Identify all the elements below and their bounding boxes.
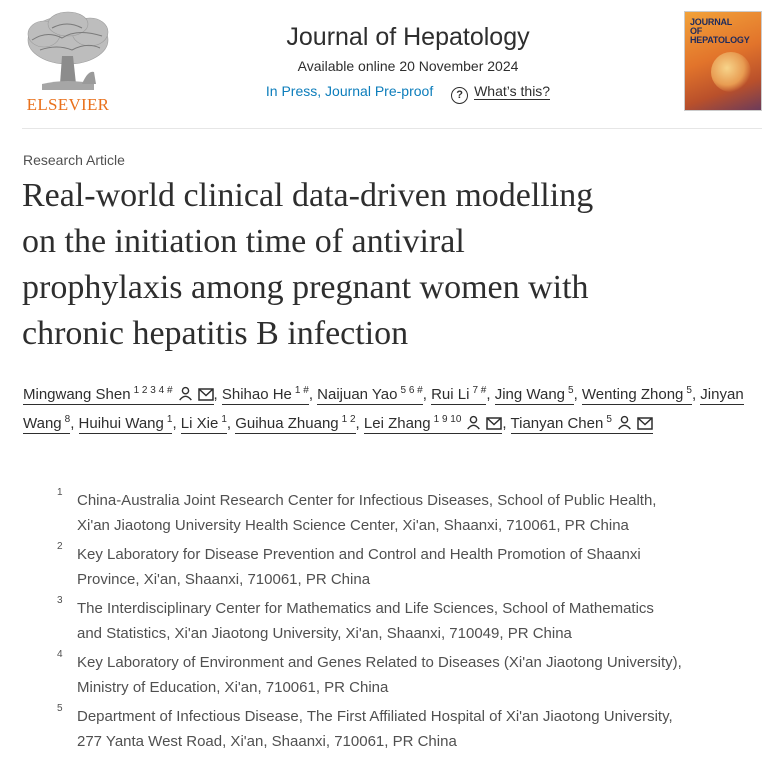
author-link[interactable] [511, 415, 653, 434]
affiliation-item [50, 650, 765, 700]
journal-header [140, 22, 676, 104]
author-affiliation-refs: 5 6 # [400, 385, 423, 396]
affiliation-item [50, 542, 765, 592]
title-line: prophylaxis among pregnant women with [22, 269, 589, 306]
author-affiliation-refs: 1 [221, 414, 227, 425]
author-affiliation-refs: 1 [166, 414, 173, 425]
title-line: on the initiation time of antiviral [22, 223, 465, 260]
author-name: Wenting Zhong [581, 386, 684, 403]
affiliation-number: 5 [57, 703, 63, 714]
author-separator: , [70, 415, 79, 432]
affiliation-number: 1 [57, 487, 63, 498]
help-question-icon: ? [451, 87, 468, 104]
author-name: Mingwang Shen [23, 386, 131, 403]
affiliation-text [77, 542, 765, 592]
header-divider [22, 128, 762, 129]
author-affiliation-refs: 1 2 3 4 # [133, 385, 173, 396]
author-name: Jing Wang [494, 386, 566, 403]
author-link[interactable] [431, 386, 486, 405]
author-separator: , [308, 386, 318, 403]
journal-title[interactable]: Journal of Hepatology [286, 23, 530, 51]
author-name: Guihua Zhuang [235, 415, 339, 432]
author-affiliation-refs: 1 9 10 [433, 414, 462, 425]
person-icon[interactable] [617, 412, 632, 439]
author-link[interactable] [79, 415, 173, 434]
author-separator: , [486, 386, 495, 403]
article-title [22, 173, 757, 357]
author-affiliation-refs: 8 [64, 414, 71, 425]
author-link[interactable] [181, 415, 227, 434]
author-affiliation-refs: 7 # [472, 385, 487, 396]
affiliation-item [50, 704, 765, 754]
elsevier-tree-icon [22, 10, 114, 94]
affiliation-line: Key Laboratory of Environment and Genes Related to Diseases (Xi'an Jiaotong University), [77, 654, 682, 671]
title-line: chronic hepatitis B infection [22, 315, 409, 352]
author-separator: , [573, 386, 582, 403]
publisher-name: ELSEVIER [26, 95, 110, 114]
affiliation-line: Department of Infectious Disease, The First Affiliated Hospital of Xi'an Jiaotong University, [77, 708, 673, 725]
author-separator: , [691, 386, 701, 403]
affiliation-text [77, 704, 765, 754]
affiliation-text [77, 650, 765, 700]
author-affiliation-refs: 1 2 [341, 414, 356, 425]
author-link[interactable] [23, 386, 214, 405]
affiliation-list [50, 488, 765, 758]
author-list [23, 381, 763, 439]
cover-title: JOURNAL OF HEPATOLOGY [690, 17, 750, 45]
status-links [140, 81, 676, 104]
envelope-icon[interactable] [637, 412, 653, 439]
available-online-date: Available online 20 November 2024 [297, 58, 519, 74]
envelope-icon[interactable] [198, 383, 214, 410]
envelope-icon[interactable] [486, 412, 502, 439]
affiliation-item [50, 488, 765, 538]
elsevier-logo[interactable] [22, 10, 114, 114]
cover-artwork [711, 52, 751, 92]
author-separator: , [172, 415, 181, 432]
author-separator: , [422, 386, 432, 403]
author-link[interactable] [582, 386, 692, 405]
author-link[interactable] [364, 415, 503, 434]
title-line: Real-world clinical data-driven modelling [22, 177, 594, 214]
author-separator: , [355, 415, 364, 432]
author-link[interactable] [235, 415, 355, 434]
author-name: Naijuan Yao [317, 386, 398, 403]
author-affiliation-refs: 5 [568, 385, 574, 396]
author-link[interactable] [222, 386, 309, 405]
affiliation-number: 2 [57, 541, 63, 552]
whats-this-help[interactable] [451, 81, 550, 104]
author-separator: , [226, 415, 236, 432]
affiliation-text [77, 596, 765, 646]
author-name: Lei Zhang [363, 415, 431, 432]
author-name: Jinyan Wang [23, 386, 744, 432]
person-icon[interactable] [466, 412, 481, 439]
author-separator: , [213, 386, 222, 403]
person-icon[interactable] [178, 383, 193, 410]
affiliation-number: 3 [57, 595, 63, 606]
affiliation-line: Province, Xi'an, Shaanxi, 710061, PR China [77, 571, 371, 588]
affiliation-line: Key Laboratory for Disease Prevention and Control and Health Promotion of Shaanxi [77, 546, 641, 563]
author-affiliation-refs: 5 [606, 414, 612, 425]
affiliation-line: The Interdisciplinary Center for Mathematics and Life Sciences, School of Mathematics [77, 600, 654, 617]
author-separator: , [502, 415, 511, 432]
author-name: Rui Li [431, 386, 470, 403]
author-name: Li Xie [180, 415, 219, 432]
affiliation-line: and Statistics, Xi'an Jiaotong University, Xi'an, Shaanxi, 710049, PR China [77, 625, 572, 642]
affiliation-number: 4 [57, 649, 63, 660]
article-type: Research Article [23, 152, 125, 168]
in-press-link[interactable]: In Press, Journal Pre-proof [265, 83, 434, 99]
author-name: Shihao He [221, 386, 292, 403]
affiliation-item [50, 596, 765, 646]
affiliation-text [77, 488, 765, 538]
author-name: Huihui Wang [78, 415, 164, 432]
author-name: Tianyan Chen [510, 415, 604, 432]
affiliation-line: 277 Yanta West Road, Xi'an, Shaanxi, 710061, PR China [77, 733, 457, 750]
author-affiliation-refs: 1 # [294, 385, 309, 396]
affiliation-line: China-Australia Joint Research Center for Infectious Diseases, School of Public Health, [77, 492, 657, 509]
whats-this-link[interactable]: What’s this? [474, 83, 551, 99]
author-affiliation-refs: 5 [686, 385, 692, 396]
affiliation-line: Ministry of Education, Xi'an, 710061, PR China [77, 679, 389, 696]
author-link[interactable] [495, 386, 574, 405]
affiliation-line: Xi'an Jiaotong University Health Science Center, Xi'an, Shaanxi, 710061, PR China [77, 517, 629, 534]
author-link[interactable] [317, 386, 423, 405]
journal-cover-image[interactable] [685, 12, 761, 110]
